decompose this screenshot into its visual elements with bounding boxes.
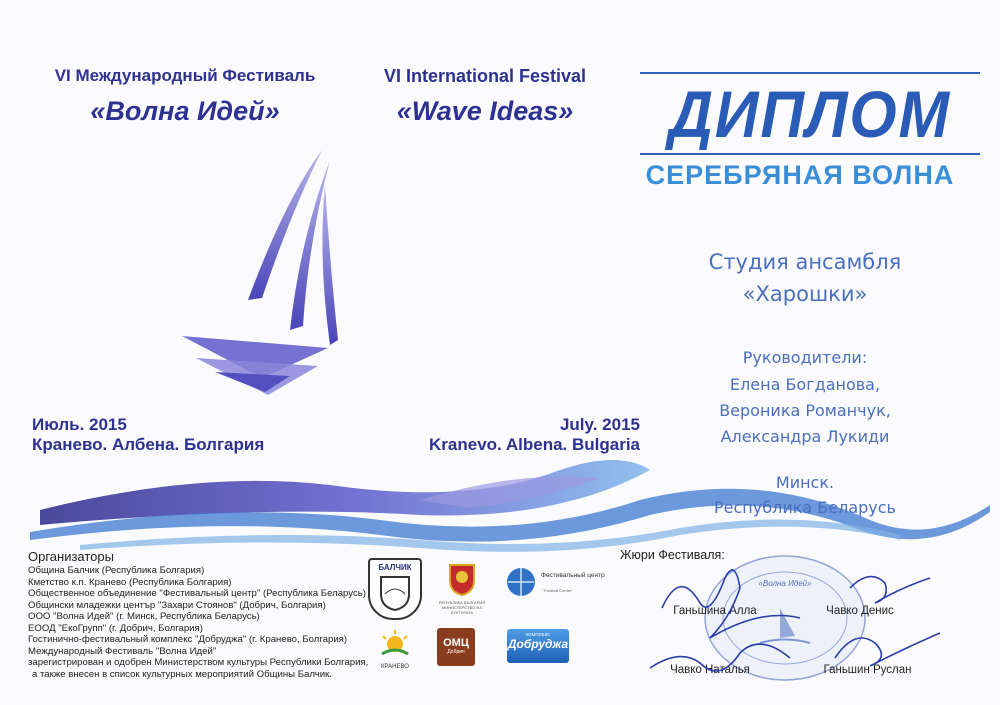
lion-crest-icon — [445, 560, 479, 596]
signature-1 — [662, 570, 800, 638]
place-en: Kranevo. Albena. Bulgaria — [429, 435, 640, 454]
omc-logo — [437, 628, 475, 666]
balchik-logo-text: БАЛЧИК — [378, 563, 412, 572]
ministry-logo-text: РЕПУБЛИКА БЪЛГАРИЯ МИНИСТЕРСТВО НА КУЛТУРАТА — [438, 600, 486, 615]
stamp-text: «Волна Идей» — [758, 579, 812, 588]
title-rule-top — [640, 72, 980, 74]
leader-name: Александра Лукиди — [720, 427, 890, 446]
festival-title-ru: VI Международный Фестиваль — [54, 66, 316, 85]
omc-logo-text: ОМЦ — [443, 637, 469, 649]
jury-label: Жюри Фестиваля: — [620, 548, 725, 562]
ministry-logo — [432, 560, 492, 615]
recipient-country: Республика Беларусь — [714, 498, 896, 517]
organizer-line: ЕООД "ЕкоГрупп" (г. Добрич, Болгария) — [28, 622, 203, 634]
recipient-name-line1: Студия ансамбля — [708, 250, 902, 274]
organizer-line: ООО "Волна Идей" (г. Минск, Республика Беларусь) — [28, 611, 260, 622]
omc-logo-subtext: Добрич — [447, 649, 465, 655]
organizers-title: Организаторы — [28, 549, 114, 564]
place-ru: Кранево. Албена. Болгария — [32, 435, 265, 454]
organizers-block — [28, 549, 388, 680]
leader-name: Вероника Романчук, — [719, 401, 891, 420]
jury-member: Ганьшина Алла — [673, 605, 757, 617]
balchik-logo — [368, 558, 422, 620]
leader-name: Елена Богданова, — [729, 375, 881, 394]
kranevo-logo-text: КРАНЕВО — [381, 664, 409, 670]
organizer-line: Общественное объединение "Фестивальный центр" (Республика Беларусь) — [28, 588, 366, 599]
organizer-line: а также внесен в список культурных мероприятий Общины Балчик. — [32, 668, 332, 680]
recipient-name-line2: «Харошки» — [742, 282, 868, 306]
sailboat-icon — [182, 150, 338, 395]
festival-name-en: «Wave Ideas» — [396, 96, 574, 126]
dobrudzha-logo-text: Добруджа — [507, 637, 569, 651]
dobrudzha-logo-subtext: КОМПЛЕКС — [525, 632, 551, 637]
organizer-line: зарегистрирован и одобрен Министерством культуры Республики Болгария, — [28, 657, 369, 668]
organizer-line: Община Балчик (Республика Болгария) — [28, 565, 205, 576]
jury-member: Ганьшин Руслан — [823, 664, 912, 676]
leaders-label: Руководители: — [742, 348, 868, 367]
organizer-line: Общински младежки център "Захари Стоянов" (Добрич, Болгария) — [28, 599, 326, 611]
jury-member: Чавко Наталья — [670, 664, 750, 676]
award-name: СЕРЕБРЯНАЯ ВОЛНА — [645, 160, 955, 190]
festival-name-ru: «Волна Идей» — [90, 96, 280, 126]
dobrudzha-logo — [507, 629, 569, 663]
organizer-line: Кметство к.п. Кранево (Республика Болгария) — [28, 576, 232, 588]
signature-3 — [650, 644, 790, 671]
globe-icon — [505, 566, 537, 598]
festival-centre-text-en: "Festival Centre" — [543, 588, 573, 593]
signature-4 — [835, 633, 940, 666]
organizer-line: Гостинично-фестивальный комплекс "Добруджа" (г. Кранево, Болгария) — [28, 634, 348, 645]
date-en: July. 2015 — [559, 415, 640, 434]
diploma-title: ДИПЛОМ — [669, 77, 951, 151]
kranevo-logo — [375, 628, 415, 674]
organizer-line: Международный Фестиваль "Волна Идей" — [28, 645, 217, 657]
signature-2 — [850, 577, 930, 603]
date-ru: Июль. 2015 — [32, 415, 127, 434]
signatures — [640, 548, 960, 698]
title-rule-bottom — [640, 153, 980, 155]
festival-title-en: VI International Festival — [383, 66, 587, 86]
coat-of-arms-icon — [375, 572, 415, 612]
festival-centre-text: Фестивальный центр — [541, 572, 605, 579]
jury-member: Чавко Денис — [826, 605, 894, 617]
festival-centre-logo — [505, 560, 615, 604]
sun-icon — [378, 628, 412, 660]
recipient-city: Минск. — [775, 473, 835, 492]
